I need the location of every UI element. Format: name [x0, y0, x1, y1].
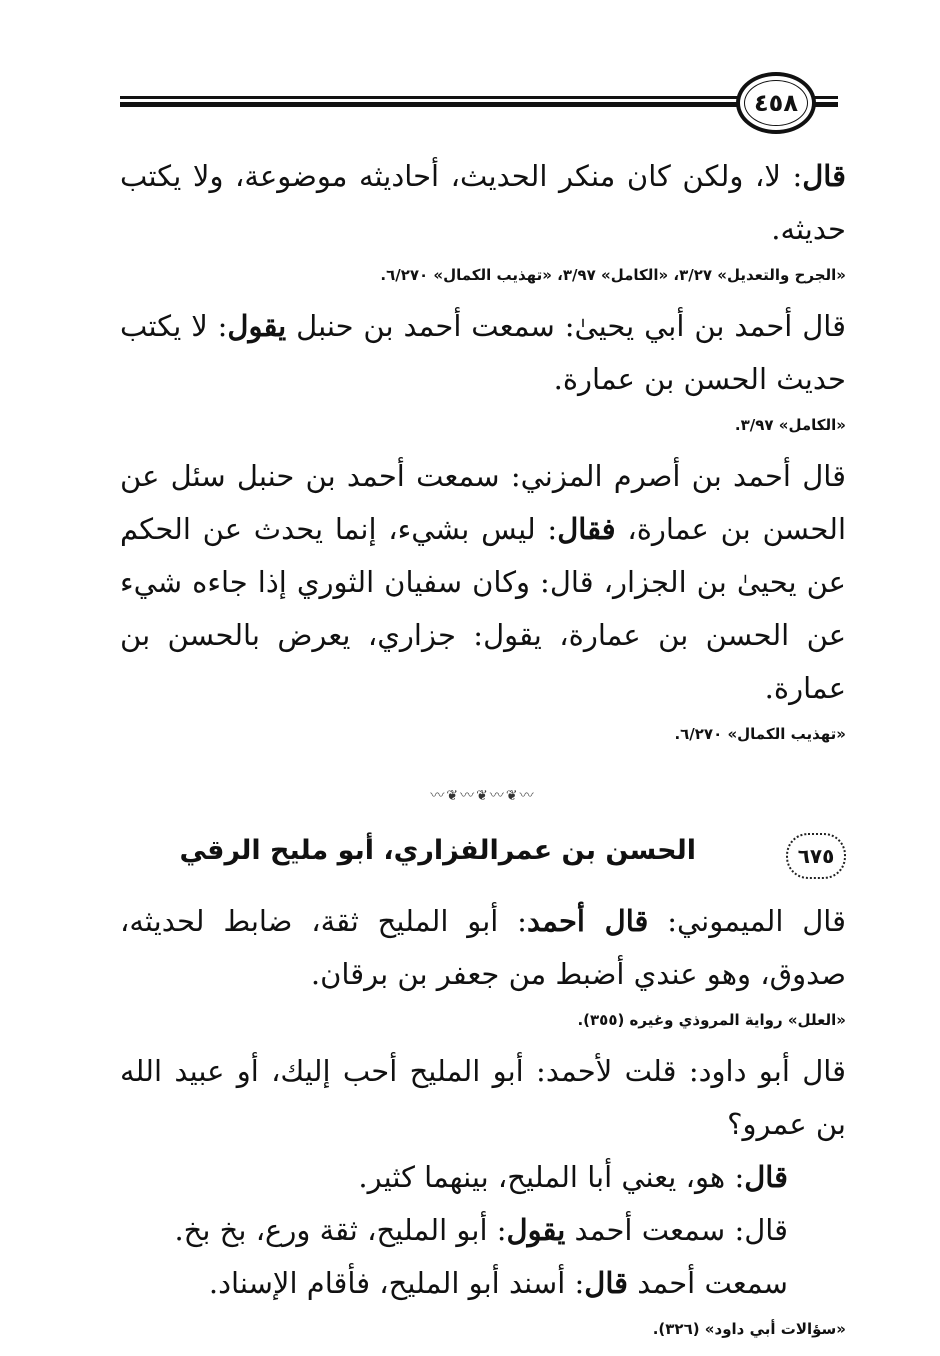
header-rule-thin [120, 96, 838, 99]
entry-source-citation-2: «سؤالات أبي داود» (٣٢٦). [652, 1320, 846, 1338]
entry-paragraph-2: قال أبو داود: قلت لأحمد: أبو المليح أحب إليك، أو عبيد الله بن عمرو؟ [120, 1054, 846, 1141]
bold-label: يقول [227, 309, 287, 343]
entry-paragraph-5 [120, 1257, 846, 1310]
section-separator-ornament: 〰❦〰❦〰❦〰 [430, 788, 536, 804]
paragraph-text: قال أحمد بن أبي يحيىٰ: سمعت أحمد بن حنبل [286, 309, 846, 343]
bold-label: قال [802, 159, 846, 193]
entry-paragraph-3 [120, 1151, 846, 1204]
bold-label: فقال [557, 512, 616, 546]
paragraph-text: : أبو المليح، ثقة ورع، بخ بخ. [174, 1213, 507, 1247]
source-citation-2: «الكامل» ٣/٩٧. [734, 416, 846, 434]
entry-number: ٦٧٥ [797, 844, 835, 868]
paragraph-3 [120, 450, 846, 715]
paragraph-text: : لا يكتب حديث الحسن بن عمارة. [120, 309, 846, 396]
paragraph-text: قال الميموني: [648, 904, 846, 938]
source-citation-3: «تهذيب الكمال» ٦/٢٧٠. [674, 725, 846, 743]
bold-label: قال [744, 1160, 788, 1194]
paragraph-1 [120, 150, 846, 256]
paragraph-text: : أسند أبو المليح، فأقام الإسناد. [208, 1266, 585, 1300]
entry-number-badge [786, 833, 846, 879]
entry-source-citation-1: «العلل» رواية المروذي وغيره (٣٥٥). [577, 1011, 846, 1029]
entry-title: الحسن بن عمرالفزاري، أبو مليح الرقي [179, 835, 696, 866]
paragraph-2 [120, 300, 846, 406]
page-number: ٤٥٨ [754, 89, 798, 117]
paragraph-text: : ليس بشيء، إنما يحدث عن الحكم عن يحيىٰ بن الجزار، قال: وكان سفيان الثوري إذا جاءه شيء عن الحسن بن عمارة، يقول: جزاري، يعرض بالحسن بن عمارة. [120, 512, 846, 705]
page-body [120, 150, 846, 1354]
entry-heading [120, 829, 846, 889]
source-citation-1: «الجرح والتعديل» ٣/٢٧، «الكامل» ٣/٩٧، «تهذيب الكمال» ٦/٢٧٠. [380, 266, 846, 284]
paragraph-text: : لا، ولكن كان منكر الحديث، أحاديثه موضوعة، ولا يكتب حديثه. [120, 159, 846, 246]
header-rule-thick [120, 102, 838, 107]
header-rule [120, 96, 838, 110]
paragraph-text: قال أحمد بن أصرم المزني: سمعت أحمد بن حنبل سئل عن الحسن بن عمارة، [120, 459, 847, 546]
paragraph-text: : هو، يعني أبا المليح، بينهما كثير. [358, 1160, 745, 1194]
paragraph-text: قال: سمعت أحمد [565, 1213, 788, 1247]
entry-paragraph-1 [120, 895, 846, 1001]
paragraph-text: : أبو المليح ثقة، ضابط لحديثه، صدوق، وهو عندي أضبط من جعفر بن برقان. [120, 904, 846, 991]
bold-label: قال [584, 1266, 629, 1300]
bold-label: قال أحمد [526, 904, 649, 938]
entry-paragraph-4 [120, 1204, 846, 1257]
page-number-badge [736, 72, 816, 134]
bold-label: يقول [506, 1213, 566, 1247]
paragraph-text: سمعت أحمد [628, 1266, 788, 1300]
